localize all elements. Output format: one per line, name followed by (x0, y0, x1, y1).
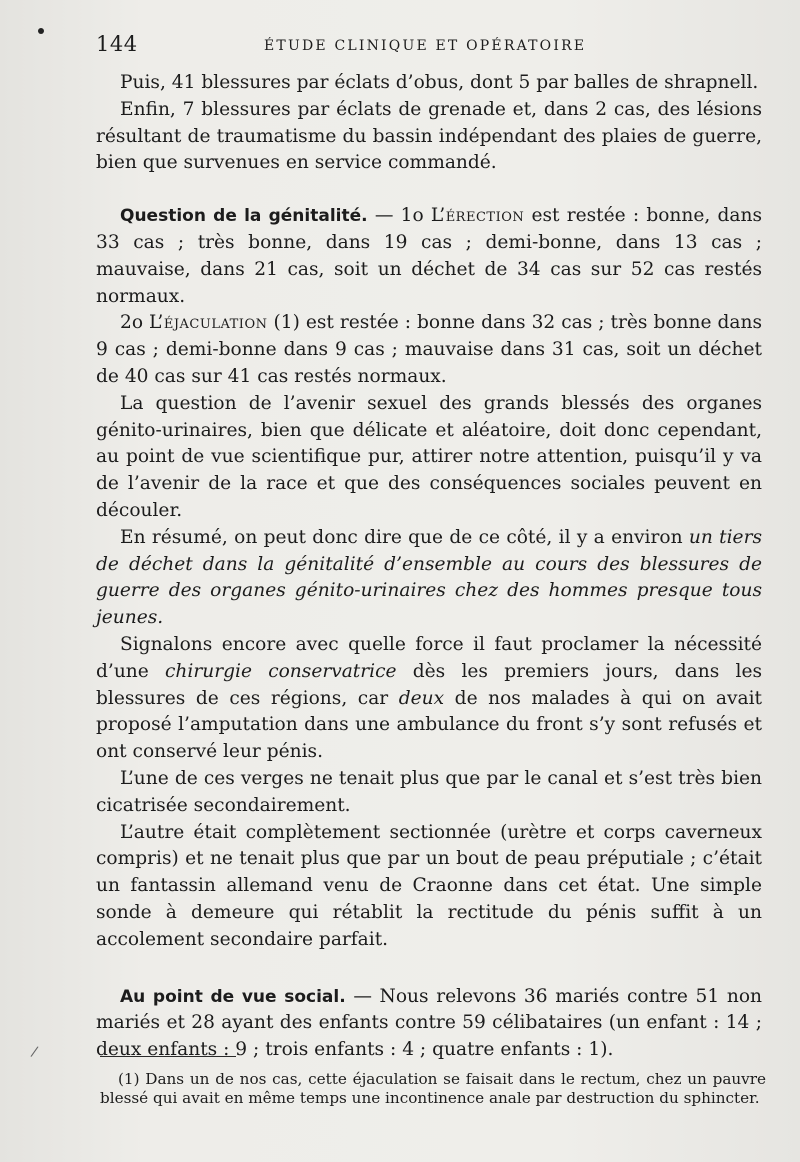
erection-text: est restée : bonne, dans 33 cas ; très bonne, dans 19 cas ; demi-bonne, dans 13 cas ; mauvaise, dans 21 cas, soit un déchet de 34 cas sur 52 cas restés normaux. (96, 205, 762, 307)
resume-start: En résumé, on peut donc dire que de ce côté, il y a environ (120, 526, 689, 548)
paragraph-shrapnel: Puis, 41 blessures par éclats d’obus, dont 5 par balles de shrapnell. (120, 72, 759, 93)
paragraph-social (96, 984, 762, 1064)
chirurgie-conservatrice: chirurgie conservatrice (165, 660, 397, 682)
footnote-divider (100, 1056, 236, 1057)
margin-pencil-mark: / (29, 1043, 40, 1061)
body-text (96, 70, 762, 1064)
erection-number: — 1o (367, 205, 431, 227)
section-heading-social: Au point de vue social. (120, 986, 346, 1007)
footnote-text: Dans un de nos cas, cette éjaculation se faisait dans le rectum, chez un pauvre blessé qui avait en même temps une incontinence anale par destruction du sphincter. (100, 1070, 766, 1107)
paragraph-resume (96, 525, 762, 632)
deux-emphasis: deux (398, 687, 445, 709)
signalons-text-c: dès les premiers jours, dans les blessures de ces régions, car (96, 660, 762, 709)
ejaculation-number: 2o (120, 312, 150, 334)
footnote-marker: (1) (118, 1070, 140, 1088)
page-header (96, 32, 762, 62)
term-ejaculation: L’éjaculation (149, 312, 268, 334)
footnote (100, 1070, 766, 1108)
paragraph-erection (96, 203, 762, 310)
running-title: ÉTUDE CLINIQUE ET OPÉRATOIRE (264, 38, 587, 54)
paragraph-avenir-sexuel: La question de l’avenir sexuel des grands blessés des organes génito-urinaires, bien que délicate et aléatoire, doit donc cependant, au point de vue scientifique pur, attirer notre attention, puisqu’il y va de l’avenir de la race et que des conséquences sociales peuvent en découler. (96, 392, 762, 521)
ejaculation-text: (1) est restée : bonne dans 32 cas ; très bonne dans 9 cas ; demi-bonne dans 9 cas ; mauvaise dans 31 cas, soit un déchet de 40 cas sur 41 cas restés normaux. (96, 312, 762, 387)
paragraph-verge-une: L’une de ces verges ne tenait plus que par le canal et s’est très bien cicatrisée secondairement. (96, 767, 762, 816)
paragraph-verge-autre: L’autre était complètement sectionnée (urètre et corps caverneux compris) et ne tenait plus que par un bout de peau préputiale ; c’était un fantassin allemand venu de Craonne dans cet état. Une simple sonde à demeure qui rétablit la rectitude du pénis suffit à un accolement secondaire parfait. (96, 821, 762, 950)
paragraph-ejaculation (96, 310, 762, 390)
paragraph-chirurgie (96, 632, 762, 766)
term-erection: L’érection (430, 205, 525, 227)
resume-italic: un tiers de déchet dans la génitalité d’ensemble au cours des blessures de guerre des organes génito-urinaires chez des hommes presque tous jeunes. (96, 526, 762, 629)
ink-spot (38, 28, 44, 34)
signalons-text-e: de nos malades à qui on avait proposé l’amputation dans une ambulance du front s’y sont refusés et ont conservé leur pénis. (96, 687, 762, 763)
paragraph-grenade: Enfin, 7 blessures par éclats de grenade et, dans 2 cas, des lésions résultant de traumatisme du bassin indépendant des plaies de guerre, bien que survenues en service commandé. (96, 98, 762, 174)
social-text: — Nous relevons 36 mariés contre 51 non mariés et 28 ayant des enfants contre 59 célibataires (un enfant : 14 ; deux enfants : 9 ; trois enfants : 4 ; quatre enfants : 1). (96, 985, 762, 1061)
page-number: 144 (96, 32, 138, 56)
signalons-text-a: Signalons encore avec quelle force il faut proclamer la nécessité d’une (96, 633, 762, 682)
section-heading-genitalite: Question de la génitalité. (120, 206, 368, 227)
